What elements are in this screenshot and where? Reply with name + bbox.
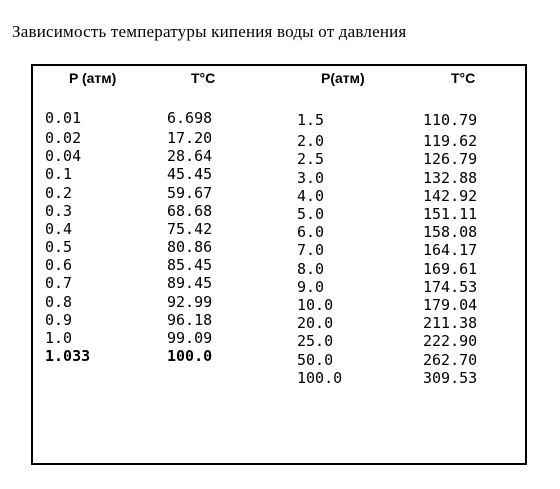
right-temperature-cell: 174.53 [423, 277, 478, 296]
data-table-frame [31, 64, 527, 465]
right-pressure-cell: 50.0 [297, 350, 334, 369]
right-header-pressure: P(атм) [321, 70, 365, 86]
left-pressure-cell: 0.02 [45, 129, 82, 148]
left-temperature-cell: 96.18 [167, 310, 213, 329]
left-header-temperature: T°C [191, 70, 216, 86]
right-pressure-cell: 7.0 [297, 241, 325, 260]
right-temperature-cell: 110.79 [423, 111, 478, 129]
right-pressure-cell: 20.0 [297, 314, 334, 333]
left-temperature-cell: 99.09 [167, 328, 213, 347]
right-pressure-cell: 25.0 [297, 332, 334, 351]
left-pressure-cell: 0.6 [45, 256, 73, 275]
right-pressure-cell: 8.0 [297, 259, 325, 278]
left-pressure-cell: 0.7 [45, 274, 73, 293]
right-temperature-cell: 126.79 [423, 150, 478, 169]
right-temperature-cell: 169.61 [423, 259, 478, 278]
left-temperature-cell: 17.20 [167, 129, 213, 148]
right-header-temperature: T°C [451, 70, 476, 86]
right-temperature-cell: 158.08 [423, 223, 478, 242]
left-pressure-cell: 1.0 [45, 328, 73, 347]
right-temperature-cell: 211.38 [423, 314, 478, 333]
left-temperature-cell: 80.86 [167, 238, 213, 257]
left-pressure-cell: 0.2 [45, 183, 73, 202]
right-pressure-cell: 1.5 [297, 111, 325, 129]
left-pressure-cell: 0.01 [45, 109, 82, 127]
right-pressure-cell: 3.0 [297, 168, 325, 187]
left-temperature-cell: 89.45 [167, 274, 213, 293]
left-temperature-cell: 85.45 [167, 256, 213, 275]
left-pressure-cell: 0.5 [45, 238, 73, 257]
right-pressure-cell: 2.5 [297, 150, 325, 169]
right-temperature-cell: 262.70 [423, 350, 478, 369]
right-pressure-cell: 2.0 [297, 132, 325, 151]
right-temperature-cell: 142.92 [423, 186, 478, 205]
right-pressure-cell: 5.0 [297, 205, 325, 223]
right-pressure-cell: 10.0 [297, 296, 334, 314]
right-temperature-cell: 119.62 [423, 132, 478, 151]
left-pressure-cell: 1.033 [45, 346, 91, 365]
right-temperature-cell: 132.88 [423, 168, 478, 187]
right-temperature-cell: 164.17 [423, 241, 478, 260]
left-temperature-cell: 45.45 [167, 165, 213, 184]
right-temperature-cell: 179.04 [423, 296, 478, 314]
left-pressure-cell: 0.3 [45, 201, 73, 220]
left-pressure-cell: 0.04 [45, 147, 82, 166]
left-temperature-cell: 100.0 [167, 346, 213, 365]
right-pressure-cell: 4.0 [297, 186, 325, 205]
right-pressure-cell: 9.0 [297, 277, 325, 296]
right-temperature-cell: 151.11 [423, 205, 478, 223]
right-pressure-cell: 6.0 [297, 223, 325, 242]
left-pressure-cell: 0.1 [45, 165, 73, 184]
page-title: Зависимость температуры кипения воды от давления [12, 22, 407, 41]
left-temperature-cell: 75.42 [167, 219, 213, 238]
left-temperature-cell: 92.99 [167, 292, 213, 311]
left-temperature-cell: 68.68 [167, 201, 213, 220]
left-header-pressure: P (атм) [69, 70, 117, 86]
right-temperature-cell: 222.90 [423, 332, 478, 351]
left-pressure-cell: 0.4 [45, 219, 73, 238]
right-pressure-cell: 100.0 [297, 368, 343, 387]
left-pressure-cell: 0.8 [45, 292, 73, 311]
left-temperature-cell: 59.67 [167, 183, 213, 202]
left-temperature-cell: 28.64 [167, 147, 213, 166]
left-pressure-cell: 0.9 [45, 310, 73, 329]
right-temperature-cell: 309.53 [423, 368, 478, 387]
left-temperature-cell: 6.698 [167, 109, 213, 127]
